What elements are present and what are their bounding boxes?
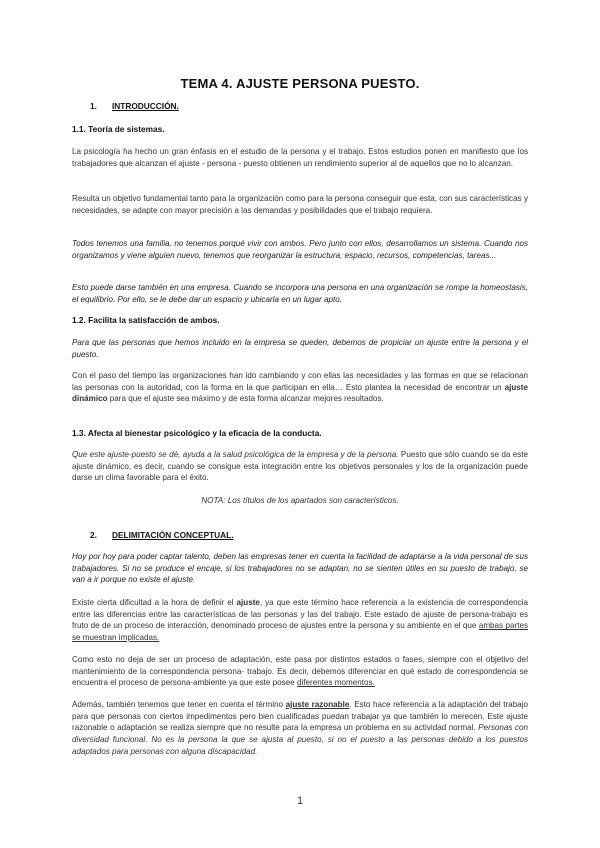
- text-run: Además, también tenemos que tener en cuenta el término: [72, 700, 286, 709]
- paragraph: Todos tenemos una familia, no tenemos porqué vivir con ambos. Pero junto con ellos, desarrollamos un sistema. Cuando nos organizamos y viene alguien nuevo, tenemos que reorganizar la estructura, espacio, recursos, competencias, tareas...: [72, 239, 528, 260]
- section-label: DELIMITACIÓN CONCEPTUAL.: [112, 530, 234, 540]
- underlined-phrase: ambas partes se muestran implicadas.: [72, 621, 528, 643]
- bold-term: ajuste: [236, 598, 260, 607]
- underlined-phrase: diferentes momentos.: [296, 678, 375, 688]
- italic-run: Que este ajuste-puesto se dé, ayuda a la salud psicológica de la empresa y de la persona.: [72, 450, 399, 459]
- text-run: Puesto que sólo cuando se da este ajuste dinámico, es decir, cuando se consigue esta integración entre los objetivos personales y los de la organización puede darse un clima favorable para el éxito.: [72, 450, 528, 483]
- italic-run: Personas con diversidad funcional. No es la persona la que se ajusta al puesto, si no el puesto a las personas debido a los puestos adaptados para personas con alguna discapacidad.: [72, 723, 528, 756]
- paragraph: [72, 449, 528, 484]
- text-run: Existe cierta dificultad a la hora de definir el: [72, 598, 237, 607]
- paragraph: Esto puede darse también en una empresa. Cuando se incorpora una persona en una organización se rompe la homeostasis, el equilibrio. Por ello, se le debe dar un espacio y ubicarla en un lugar apto.: [72, 283, 528, 304]
- paragraph: [72, 699, 528, 758]
- paragraph: [72, 654, 528, 689]
- subsection-1-3-heading: 1.3. Afecta al bienestar psicológico y la eficacia de la conducta.: [72, 428, 322, 438]
- page-number: 1: [296, 795, 304, 807]
- subsection-1-1-heading: 1.1. Teoría de sistemas.: [72, 124, 165, 134]
- bold-underlined-term: ajuste razonable: [285, 700, 350, 709]
- section-1-heading: [90, 101, 179, 111]
- section-2-heading: [90, 530, 234, 540]
- paragraph: Para que las personas que hemos incluido en la empresa se queden, debemos de propiciar un ajuste entre la persona y el puesto.: [72, 338, 528, 359]
- text-run: . Esto hace referencia a la adaptación del trabajo para que personas con ciertos impedimentos pero bien cualificadas puedan trabajar ya que también lo merecen. Este ajuste razonable o adaptación se realiza siempre que no resulte para la empresa un problema en su actividad normal.: [72, 700, 528, 733]
- text-run: , ya que este término hace referencia a la existencia de correspondencia entre las diferencias entre las características de las personas y las del trabajo. Este estado de ajuste de persona-trabajo es fruto de de un proceso de interacción, denominado proceso de ajustes entre la persona y su ambiente en el que: [72, 598, 528, 631]
- text-run: para que el ajuste sea máximo y de esta forma alcanzar mejores resultados.: [107, 394, 384, 404]
- text-run: Como esto no deja de ser un proceso de adaptación, este pasa por distintos estados o fases, siempre con el objetivo del mantenimiento de la correspondencia persona- trabajo. Es decir, debemos diferenciar en qué estado de correspondencia se encuentra el proceso de persona-ambiente ya que este posee: [72, 655, 528, 688]
- document-title: TEMA 4. AJUSTE PERSONA PUESTO.: [180, 76, 420, 91]
- paragraph: La psicología ha hecho un gran énfasis en el estudio de la persona y el trabajo. Estos estudios ponen en manifiesto que los trabajadores que alcanzan el ajuste - persona - puesto obtienen un rendimiento superior al de aquellos que no lo alcanzan.: [72, 147, 528, 168]
- bold-term: ajuste dinámico: [72, 382, 528, 404]
- section-number: 1.: [90, 101, 97, 111]
- paragraph: [72, 370, 528, 405]
- paragraph: Resulta un objetivo fundamental tanto para la organización como para la persona conseguir que esta, con sus características y necesidades, se adapte con mayor precisión a las demandas y posibilidades que el trabajo requiera.: [72, 194, 528, 215]
- text-run: Con el paso del tiempo las organizaciones han ido cambiando y con ellas las necesidades y las formas en que se relacionan las personas con la autoridad, con la forma en la que participan en ella… Esto plantea la necesidad de encontrar un: [72, 371, 528, 392]
- paragraph: [72, 597, 528, 644]
- note: NOTA: Los títulos de los apartados son característicos.: [201, 496, 399, 505]
- section-label: INTRODUCCIÓN.: [112, 101, 179, 111]
- paragraph: Hoy por hoy para poder captar talento, deben las empresas tener en cuenta la facilidad de adaptarse a la vida personal de sus trabajadores. Si no se produce el encaje, si los trabajadores no se adaptan, no se sienten útiles en su puesto de trabajo, se van a ir porque no existe el ajuste.: [72, 552, 528, 585]
- section-number: 2.: [90, 530, 97, 540]
- subsection-1-2-heading: 1.2. Facilita la satisfacción de ambos.: [72, 315, 220, 325]
